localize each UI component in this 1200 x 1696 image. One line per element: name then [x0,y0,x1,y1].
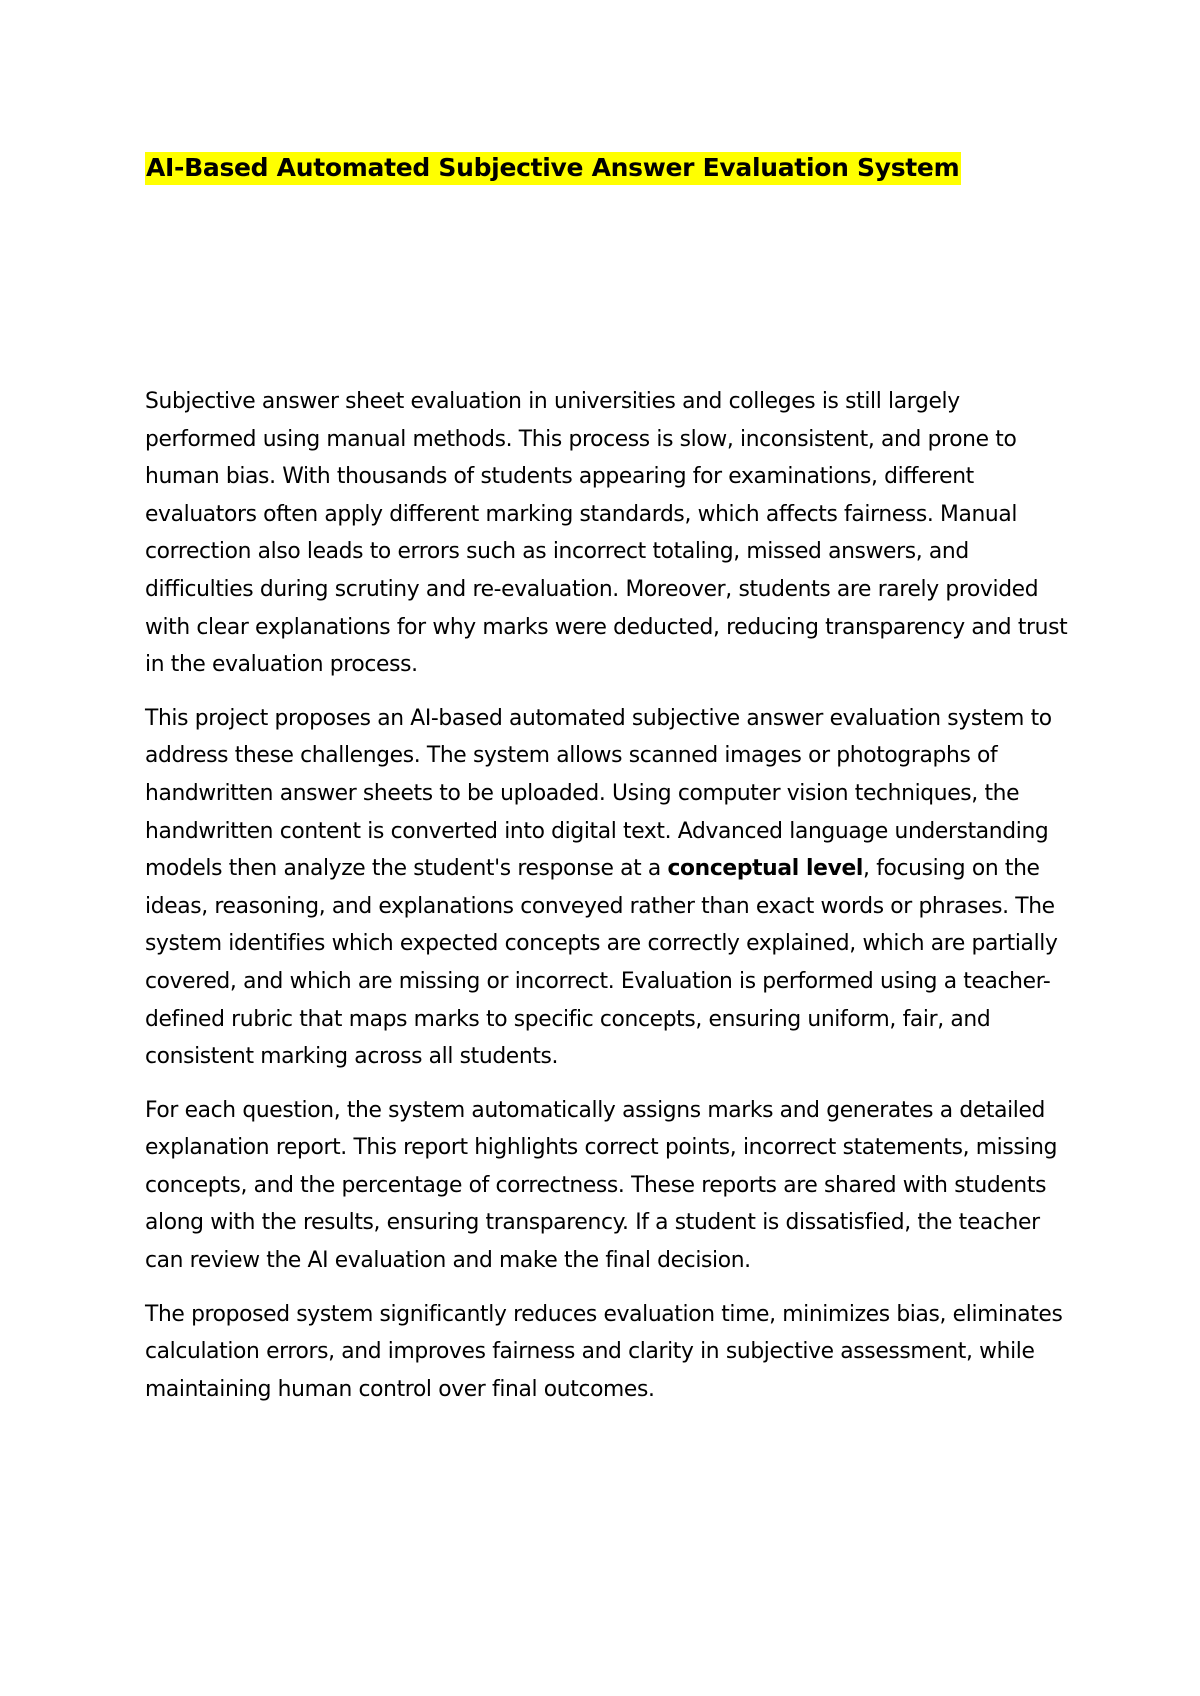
document-title [145,150,961,186]
title-highlight: AI-Based Automated Subjective Answer Evaluation System [145,152,961,185]
paragraph-text: This project proposes an AI-based automated subjective answer evaluation system to address these challenges. The system allows scanned images or photographs of handwritten answer sheets to be uploaded. Using computer vision techniques, the handwritten content is converted into digital text. Advanced language understanding models then analyze the student's response at a [145,705,1052,882]
bold-phrase: conceptual level [667,856,864,882]
paragraph-conclusion: The proposed system significantly reduces evaluation time, minimizes bias, eliminates calculation errors, and improves fairness and clarity in subjective assessment, while maintaining human control over final outcomes. [145,1301,1063,1402]
paragraph-problem-statement: Subjective answer sheet evaluation in universities and colleges is still largely performed using manual methods. This process is slow, inconsistent, and prone to human bias. With thousands of students appearing for examinations, different evaluators often apply different marking standards, which affects fairness. Manual correction also leads to errors such as incorrect totaling, missed answers, and difficulties during scrutiny and re-evaluation. Moreover, students are rarely provided with clear explanations for why marks were deducted, reducing transparency and trust in the evaluation process. [145,389,1068,678]
paragraph-reporting: For each question, the system automatically assigns marks and generates a detailed explanation report. This report highlights correct points, incorrect statements, missing concepts, and the percentage of correctness. These reports are shared with students along with the results, ensuring transparency. If a student is dissatisfied, the teacher can review the AI evaluation and make the final decision. [145,1097,1058,1274]
document-body [145,383,1075,1424]
paragraph-proposed-system [145,700,1075,1076]
paragraph-text: , focusing on the ideas, reasoning, and explanations conveyed rather than exact words or phrases. The system identifies which expected concepts are correctly explained, which are partially covered, and which are missing or incorrect. Evaluation is performed using a teacher-defined rubric that maps marks to specific concepts, ensuring uniform, fair, and consistent marking across all students. [145,856,1058,1070]
